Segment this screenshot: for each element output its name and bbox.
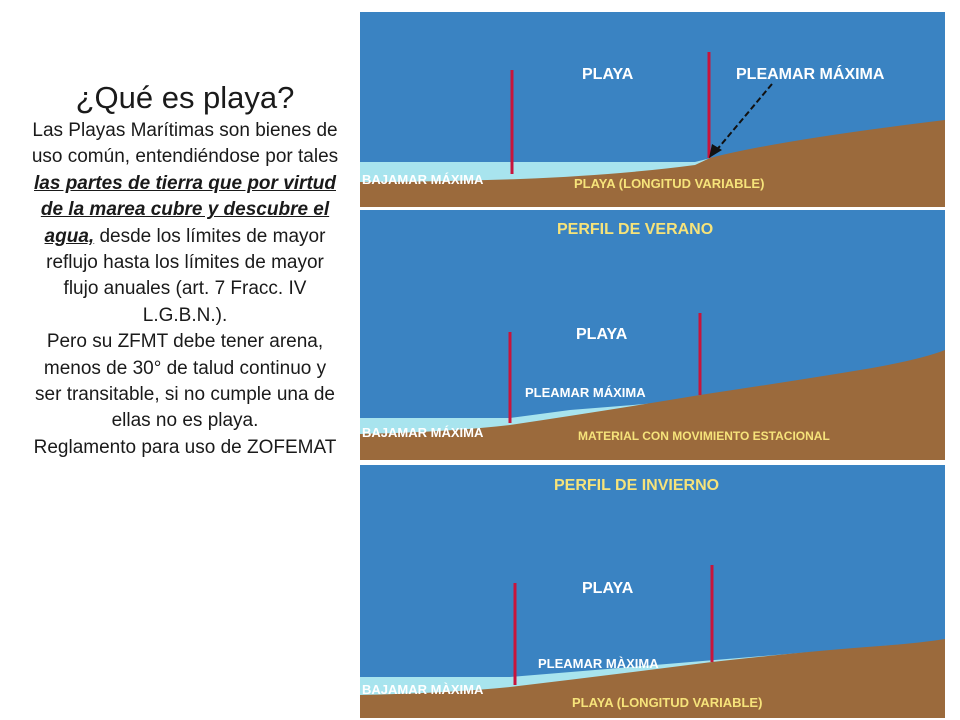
bajamar-label: BAJAMAR MÁXIMA bbox=[362, 172, 484, 187]
definition-emphasis: las partes de tierra que por virtud de la marea cubre y descubre el agua, bbox=[34, 172, 336, 247]
diagram-playa bbox=[360, 12, 945, 207]
pleamar-label: PLEAMAR MÁXIMA bbox=[736, 66, 885, 83]
definition-paragraph bbox=[30, 118, 340, 329]
profile-heading: PERFIL DE INVIERNO bbox=[554, 477, 720, 494]
profile-heading: PERFIL DE VERANO bbox=[557, 221, 714, 238]
text-column bbox=[30, 80, 340, 461]
diagram-perfil-invierno bbox=[360, 465, 945, 718]
pleamar-label: PLEAMAR MÀXIMA bbox=[538, 656, 659, 671]
bajamar-label: BAJAMAR MÀXIMA bbox=[362, 682, 484, 697]
bottom-caption: PLAYA (LONGITUD VARIABLE) bbox=[574, 176, 765, 191]
zfmt-requirements: Pero su ZFMT debe tener arena, menos de 30° de talud continuo y ser transitable, si no cumple una de ellas no es playa. bbox=[35, 331, 335, 432]
definition-intro: Las Playas Marítimas son bienes de uso común, entendiéndose por tales bbox=[31, 120, 339, 168]
regulation-reference: Reglamento para uso de ZOFEMAT bbox=[33, 436, 337, 458]
playa-label: PLAYA bbox=[582, 580, 634, 597]
bajamar-label: BAJAMAR MÁXIMA bbox=[362, 425, 484, 440]
playa-label: PLAYA bbox=[576, 326, 628, 343]
definition-rest: desde los límites de mayor reflujo hasta los límites de mayor flujo anuales (art. 7 Fracc. IV L.G.B.N.). bbox=[46, 225, 326, 326]
pleamar-label: PLEAMAR MÁXIMA bbox=[525, 385, 646, 400]
bottom-caption: MATERIAL CON MOVIMIENTO ESTACIONAL bbox=[578, 429, 830, 443]
bottom-caption: PLAYA (LONGITUD VARIABLE) bbox=[572, 695, 763, 710]
diagram-perfil-verano bbox=[360, 210, 945, 460]
playa-label: PLAYA bbox=[582, 66, 634, 83]
page-title: ¿Qué es playa? bbox=[75, 80, 295, 115]
